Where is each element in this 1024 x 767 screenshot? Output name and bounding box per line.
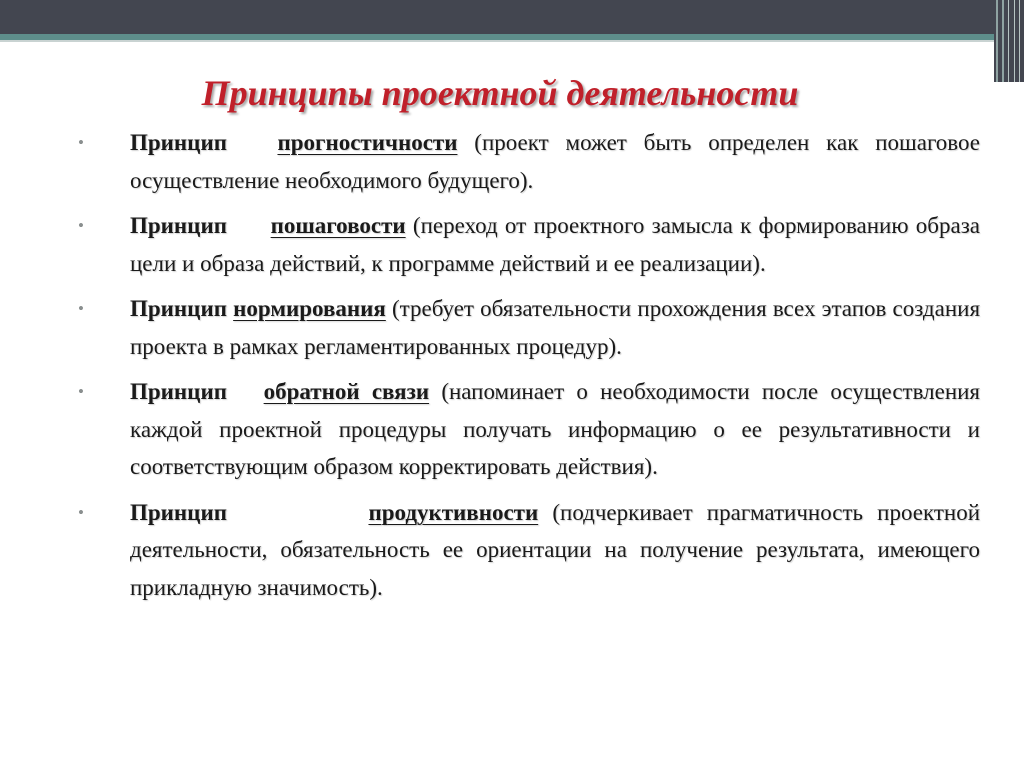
bullet-icon: • xyxy=(78,133,84,152)
term-name: прогностичности xyxy=(277,130,458,155)
term-word: Принцип xyxy=(130,296,227,321)
list-item xyxy=(78,290,980,365)
bullet-icon: • xyxy=(78,216,84,235)
term-word: Принцип xyxy=(130,379,227,404)
term-label xyxy=(130,379,429,404)
list-item xyxy=(78,494,980,607)
term-label xyxy=(130,213,406,238)
term-name: обратной связи xyxy=(263,379,430,404)
term-description: (требует обязательности прохождения всех этапов создания проекта в рамках регламентированных процедур). xyxy=(130,296,981,359)
bullet-icon: • xyxy=(78,299,84,318)
term-description: (подчеркивает прагматичность проектной деятельности, обязательность ее ориентации на получение результата, имеющего прикладную значимость). xyxy=(130,499,981,600)
term-description: (переход от проектного замысла к формированию образа цели и образа действий, к программе действий и ее реализации). xyxy=(130,213,981,276)
term-label xyxy=(130,130,457,155)
top-header-band xyxy=(0,0,1024,34)
bullet-icon: • xyxy=(78,502,84,522)
term-word: Принцип xyxy=(130,130,227,155)
term-name: продуктивности xyxy=(368,499,539,525)
principles-list xyxy=(78,124,980,614)
corner-decoration xyxy=(994,0,1024,82)
list-item xyxy=(78,207,980,282)
header-thin-line xyxy=(0,40,1024,42)
term-name: пошаговости xyxy=(270,213,406,238)
term-name: нормирования xyxy=(233,296,386,321)
term-label xyxy=(130,296,386,321)
term-label xyxy=(130,500,538,525)
term-word: Принцип xyxy=(130,213,227,238)
list-item xyxy=(78,373,980,486)
bullet-icon: • xyxy=(78,382,84,401)
term-word: Принцип xyxy=(130,499,227,525)
slide-title: Принципы проектной деятельности xyxy=(201,73,799,113)
term-description: (проект может быть определен как пошаговое осуществление необходимого будущего). xyxy=(130,130,981,193)
term-description: (напоминает о необходимости после осуществления каждой проектной процедуры получать информацию о ее результативности и соответствующим образом корректировать действия). xyxy=(130,379,981,479)
list-item xyxy=(78,124,980,199)
